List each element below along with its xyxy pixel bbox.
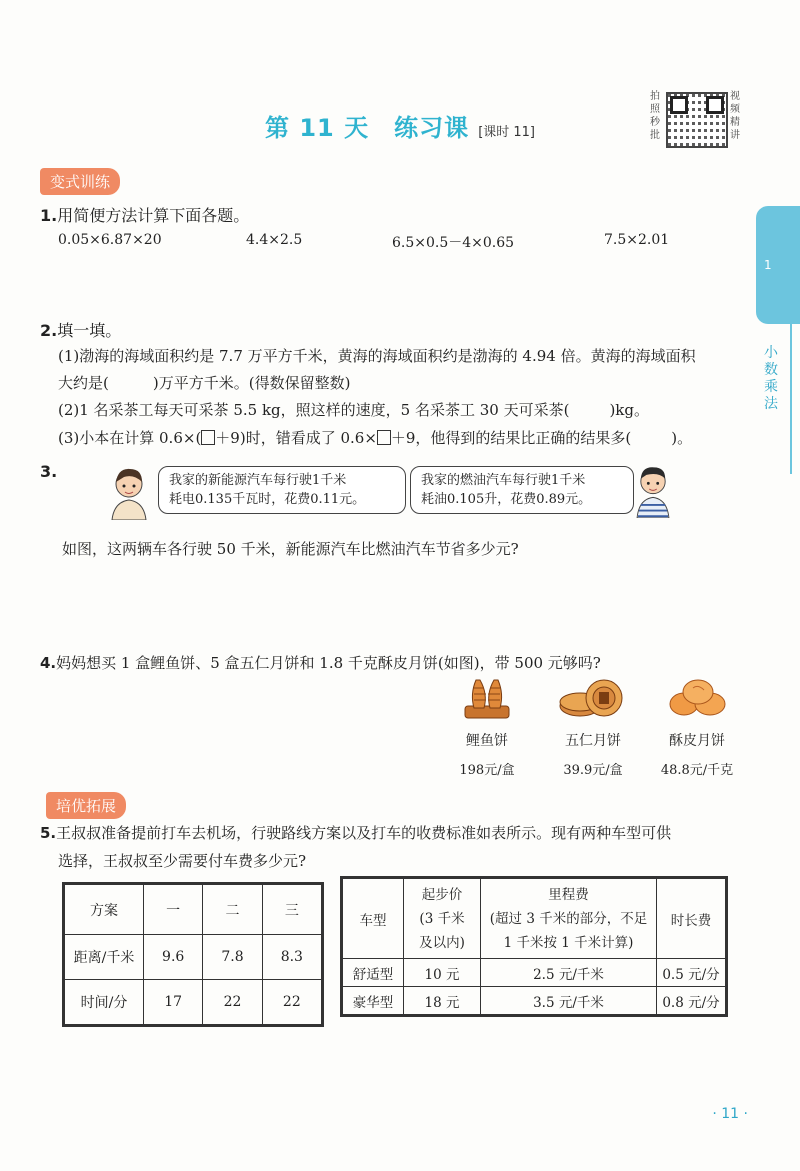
table-header-cell: 二 — [203, 885, 262, 935]
box-placeholder — [201, 430, 215, 445]
fee-table — [340, 876, 728, 1017]
text: 大约是( — [58, 374, 109, 392]
section-badge-advanced: 培优拓展 — [46, 792, 126, 819]
carp-cake-icon — [462, 674, 512, 720]
table-header-cell: 里程费 (超过 3 千米的部分，不足 1 千米按 1 千米计算) — [481, 879, 657, 959]
table-cell: 9.6 — [144, 935, 203, 980]
question-number: 5. — [40, 824, 57, 842]
qr-block[interactable] — [650, 90, 746, 150]
table-cell: 17 — [144, 980, 203, 1025]
table-row — [65, 980, 322, 1025]
text: )kg。 — [609, 401, 649, 419]
item-price: 48.8元/千克 — [660, 763, 734, 778]
table-cell: 3.5 元/千米 — [481, 987, 657, 1015]
qr-right-label: 视频精讲 — [730, 91, 740, 141]
table-cell: 8.3 — [262, 935, 321, 980]
expression: 4.4×2.5 — [246, 232, 303, 248]
lesson-tag: [课时 11] — [478, 125, 536, 140]
question-number: 4. — [40, 654, 57, 672]
plan-table — [62, 882, 324, 1027]
question-number: 1. — [40, 206, 58, 225]
text: )万平方千米。(得数保留整数) — [152, 374, 351, 392]
table-header-cell: 时长费 — [657, 879, 726, 959]
item-price: 39.9元/盒 — [563, 763, 623, 778]
question-5-line2: 选择，王叔叔至少需要付车费多少元? — [58, 852, 307, 870]
puff-mooncake-icon — [668, 676, 728, 718]
boy-left-icon — [104, 460, 154, 520]
box-placeholder — [377, 430, 391, 445]
question-text: 王叔叔准备提前打车去机场，行驶路线方案以及打车的收费标准如表所示。现有两种车型可供 — [56, 824, 672, 842]
bubble-line: 耗电0.135千瓦时，花费0.11元。 — [169, 492, 366, 507]
bubble-line: 我家的燃油汽车每行驶1千米 — [421, 473, 586, 488]
q2-sub1-line1: (1)渤海的海域面积约是 7.7 万平方千米，黄海的海域面积约是渤海的 4.94 倍。黄海的海域面积 — [58, 347, 696, 365]
page-number: · 11 · — [712, 1106, 748, 1122]
question-number: 2. — [40, 321, 58, 340]
table-cell: 18 元 — [404, 987, 481, 1015]
q2-sub2 — [58, 399, 649, 420]
unit-title: 小数乘法 — [764, 345, 778, 412]
text: ＋9，他得到的结果比正确的结果多( — [390, 429, 632, 447]
bubble-line: 我家的新能源汽车每行驶1千米 — [169, 473, 347, 488]
table-cell: 时间/分 — [65, 980, 144, 1025]
item-name: 鲤鱼饼 — [466, 733, 508, 749]
table-header-cell: 车型 — [343, 879, 404, 959]
table-cell: 距离/千米 — [65, 935, 144, 980]
question-text: 妈妈想买 1 盒鲤鱼饼、5 盒五仁月饼和 1.8 千克酥皮月饼(如图)，带 500 元够吗? — [56, 654, 601, 672]
title-text: 第 11 天 练习课 — [264, 114, 470, 142]
question-1 — [40, 203, 249, 226]
expression: 7.5×2.01 — [604, 232, 670, 248]
boy-right-icon — [628, 458, 678, 518]
table-cell: 7.8 — [203, 935, 262, 980]
table-cell: 0.5 元/分 — [657, 959, 726, 987]
expression: 6.5×0.5－4×0.65 — [392, 235, 515, 251]
table-header-cell: 一 — [144, 885, 203, 935]
table-cell: 豪华型 — [343, 987, 404, 1015]
speech-bubble-left — [158, 466, 406, 514]
side-divider — [790, 324, 792, 474]
table-cell: 舒适型 — [343, 959, 404, 987]
q3-question: 如图，这两辆车各行驶 50 千米，新能源汽车比燃油汽车节省多少元? — [62, 540, 519, 558]
question-number: 3. — [40, 462, 58, 481]
expression: 0.05×6.87×20 — [58, 232, 162, 248]
bubble-line: 耗油0.105升，花费0.89元。 — [421, 492, 592, 507]
table-cell: 22 — [203, 980, 262, 1025]
question-text: 用简便方法计算下面各题。 — [57, 206, 250, 225]
question-5 — [40, 822, 671, 843]
table-row — [343, 959, 726, 987]
text: (2)1 名采茶工每天可采茶 5.5 kg，照这样的速度，5 名采茶工 30 天可采茶( — [58, 401, 570, 419]
mooncake-icon — [556, 676, 628, 720]
text: ＋9)时，错看成了 0.6× — [215, 429, 377, 447]
table-row — [65, 935, 322, 980]
table-cell: 10 元 — [404, 959, 481, 987]
question-text: 填一填。 — [57, 321, 122, 340]
item-name: 酥皮月饼 — [669, 733, 725, 749]
qr-left-label: 拍照秒批 — [650, 91, 660, 141]
text: )。 — [671, 429, 693, 447]
q2-sub3 — [58, 427, 692, 448]
question-4 — [40, 652, 601, 673]
table-header-cell: 起步价 (3 千米 及以内) — [404, 879, 481, 959]
table-header-cell: 方案 — [65, 885, 144, 935]
item-price: 198元/盒 — [459, 763, 515, 778]
unit-number: 1 — [764, 258, 772, 272]
item-name: 五仁月饼 — [565, 733, 621, 749]
section-badge-practice: 变式训练 — [40, 168, 120, 195]
unit-tab[interactable] — [756, 206, 800, 324]
question-2 — [40, 318, 121, 341]
qr-code-icon[interactable] — [666, 92, 728, 148]
speech-bubble-right — [410, 466, 634, 514]
table-cell: 22 — [262, 980, 321, 1025]
question-3 — [40, 462, 57, 481]
q2-sub1-line2 — [58, 372, 350, 393]
table-header-cell: 三 — [262, 885, 321, 935]
table-row — [343, 987, 726, 1015]
table-cell: 2.5 元/千米 — [481, 959, 657, 987]
table-cell: 0.8 元/分 — [657, 987, 726, 1015]
text: (3)小本在计算 0.6×( — [58, 429, 202, 447]
